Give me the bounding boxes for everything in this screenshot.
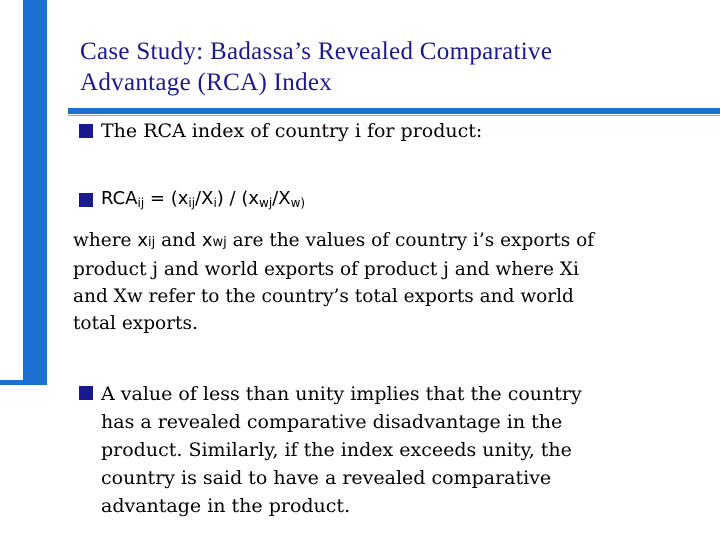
- bullet-square-icon: [79, 124, 93, 138]
- formula-slash1: /X: [195, 188, 214, 209]
- bullet-3-line-2: has a revealed comparative disadvantage in the: [101, 411, 563, 433]
- explanation-line-4: total exports.: [73, 313, 198, 334]
- bullet-1-text: The RCA index of country i for product:: [101, 120, 483, 142]
- formula-sub-ij2: ij: [188, 196, 196, 210]
- bullet-3-line-3: product. Similarly, if the index exceeds unity, the: [101, 439, 572, 461]
- bullet-square-icon: [79, 193, 93, 207]
- title-line-1: Case Study: Badassa’s Revealed Comparative: [80, 38, 553, 65]
- formula-sub-ij: ij: [137, 196, 145, 210]
- formula-sub-w: w): [290, 196, 306, 210]
- title-underline-thick: [68, 108, 720, 114]
- formula-eq-open: = (x: [144, 188, 189, 209]
- formula-slash2: /X: [272, 188, 291, 209]
- explanation-where: where: [73, 230, 138, 251]
- formula-explanation: [73, 227, 693, 337]
- left-accent-stub: [0, 380, 47, 385]
- left-accent-bar: [23, 0, 47, 385]
- bullet-3-line-5: advantage in the product.: [101, 495, 351, 517]
- rca-formula: [101, 188, 305, 210]
- explanation-rest: are the values of country i’s exports of: [226, 230, 595, 251]
- title-underline: [68, 108, 720, 118]
- formula-sub-i: i: [213, 196, 217, 210]
- explanation-x1-sub: ij: [148, 235, 156, 250]
- title-line-2: Advantage (RCA) Index: [80, 69, 333, 96]
- explanation-and: and: [155, 230, 202, 251]
- bullet-3-line-1: A value of less than unity implies that the country: [101, 383, 582, 405]
- explanation-line-3: and Xw refer to the country’s total exports and world: [73, 286, 574, 307]
- formula-mid: ) / (x: [216, 188, 260, 209]
- formula-rca: RCA: [101, 188, 138, 209]
- explanation-x1: x: [137, 230, 149, 251]
- explanation-line-1: [73, 227, 693, 256]
- explanation-line-2: product j and world exports of product j and where Xi: [73, 259, 579, 280]
- title-underline-thin: [68, 115, 720, 116]
- explanation-x2-sub: wj: [212, 235, 227, 250]
- bullet-3-text: [101, 380, 701, 520]
- bullet-3-line-4: country is said to have a revealed comparative: [101, 467, 552, 489]
- slide-title: [80, 36, 700, 98]
- formula-sub-wj: wj: [259, 196, 273, 210]
- explanation-x2: x: [201, 230, 213, 251]
- bullet-square-icon: [79, 386, 93, 400]
